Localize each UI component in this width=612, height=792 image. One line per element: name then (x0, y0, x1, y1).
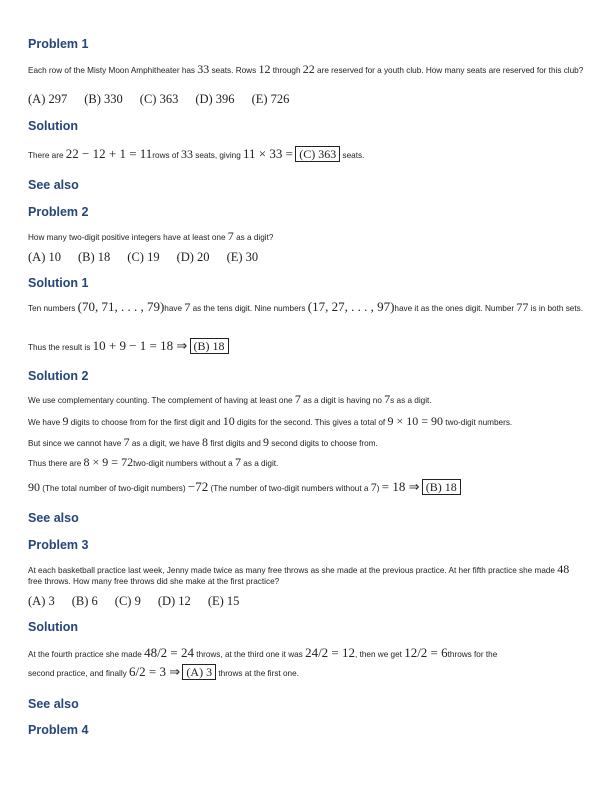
problem-2-solution-2-heading: Solution 2 (28, 369, 89, 383)
choice: (B) 18 (77, 250, 111, 264)
problem-1-solution-text: There are 22 − 12 + 1 = 11rows of 33 seats, giving 11 × 33 = (C) 363 seats. (28, 146, 365, 161)
problem-1-see-also[interactable]: See also (28, 178, 79, 192)
choice: (D) 12 (157, 594, 191, 608)
choice: (B) 330 (84, 92, 123, 106)
problem-1-heading: Problem 1 (28, 37, 89, 51)
problem-3-statement: At each basketball practice last week, Jenny made twice as many free throws as she made at the previous practice. At her fifth practice she made 48 free throws. How many free throws did she make at the first practice? (28, 562, 570, 586)
answer-box: (B) 18 (422, 479, 461, 495)
problem-1-statement: Each row of the Misty Moon Amphitheater has 33 seats. Rows 12 through 22 are reserved for a youth club. How many seats are reserved for this club? (28, 62, 584, 76)
problem-1-choices (28, 92, 306, 107)
problem-2-solution-2-line-2: We have 9 digits to choose from for the first digit and 10 digits for the second. This gives a total of 9 × 10 = 90 two-digit numbers. (28, 414, 513, 428)
problem-2-solution-2-line-1: We use complementary counting. The complement of having at least one 7 as a digit is having no 7s as a digit. (28, 392, 432, 406)
problem-3-solution-line-2: second practice, and finally 6/2 = 3 ⇒ (A) 3 throws at the first one. (28, 664, 299, 679)
choice: (A) 3 (28, 594, 55, 608)
answer-box: (B) 18 (190, 338, 229, 354)
problem-1-solution-heading: Solution (28, 119, 78, 133)
problem-2-solution-2-line-5: 90 (The total number of two-digit numbers) −72 (The number of two-digit numbers without a 7) = 18 ⇒ (B) 18 (28, 481, 584, 494)
problem-2-heading: Problem 2 (28, 205, 89, 219)
problem-2-solution-1-result: Thus the result is 10 + 9 − 1 = 18 ⇒ (B) 18 (28, 340, 584, 353)
choice: (E) 30 (226, 250, 259, 264)
problem-3-heading: Problem 3 (28, 538, 89, 552)
choice: (D) 20 (176, 250, 210, 264)
problem-4-heading: Problem 4 (28, 723, 89, 737)
problem-2-solution-2-line-3: But since we cannot have 7 as a digit, we have 8 first digits and 9 second digits to choose from. (28, 435, 378, 449)
choice: (E) 15 (207, 594, 240, 608)
choice: (A) 297 (28, 92, 68, 106)
problem-2-see-also[interactable]: See also (28, 511, 79, 525)
problem-2-solution-2-line-4: Thus there are 8 × 9 = 72two-digit numbers without a 7 as a digit. (28, 455, 279, 469)
problem-2-choices (28, 250, 275, 265)
choice: (C) 9 (114, 594, 141, 608)
choice: (C) 19 (127, 250, 160, 264)
choice: (B) 6 (71, 594, 98, 608)
problem-3-see-also[interactable]: See also (28, 697, 79, 711)
choice: (C) 363 (139, 92, 179, 106)
problem-3-solution-line-1: At the fourth practice she made 48/2 = 24 throws, at the third one it was 24/2 = 12, then we get 12/2 = 6throws for the (28, 645, 498, 660)
choice: (E) 726 (251, 92, 290, 106)
problem-2-solution-1-text: Ten numbers (70, 71, . . . , 79)have 7 as the tens digit. Nine numbers (17, 27, . . . , 97)have it as the ones digit. Number 77 is in both sets. (28, 299, 584, 314)
answer-box: (A) 3 (182, 664, 216, 680)
choice: (D) 396 (195, 92, 235, 106)
problem-3-solution-heading: Solution (28, 620, 78, 634)
problem-2-statement: How many two-digit positive integers have at least one 7 as a digit? (28, 229, 274, 243)
choice: (A) 10 (28, 250, 61, 264)
answer-box: (C) 363 (295, 146, 340, 162)
problem-2-solution-1-heading: Solution 1 (28, 276, 89, 290)
problem-3-choices (28, 594, 256, 609)
